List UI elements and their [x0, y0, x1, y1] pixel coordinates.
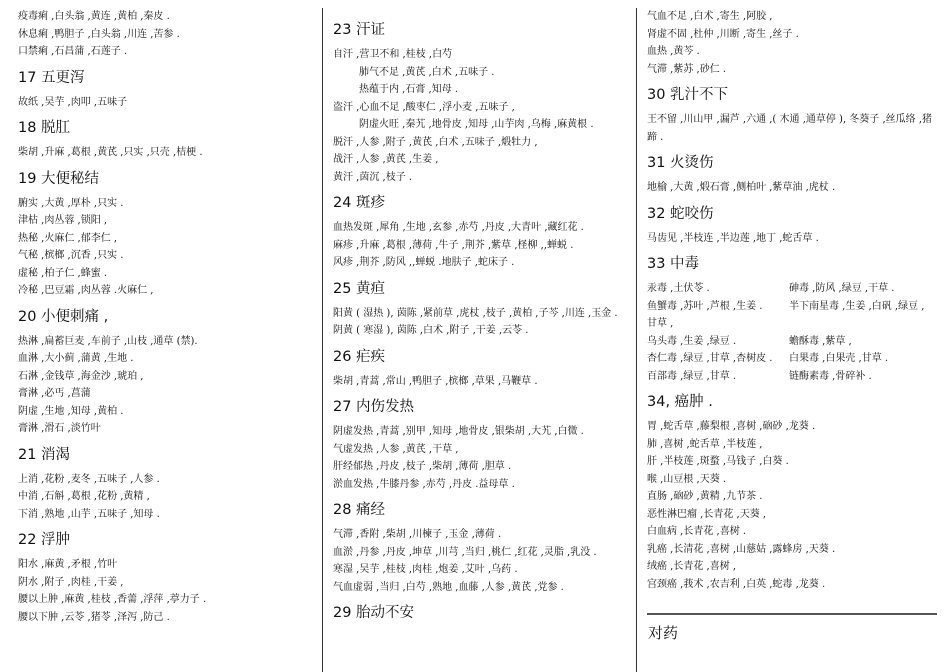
- section-heading: 29 胎动不安: [333, 605, 415, 621]
- text-line: 热淋 ,扁蓄巨麦 ,车前子 ,山枝 ,通草 (禁).: [18, 335, 198, 347]
- text-line: 虚秘 ,柏子仁 ,蜂蜜 .: [18, 267, 108, 279]
- text-line: 白血病 ,长青花 ,喜树 .: [647, 526, 747, 537]
- section-heading: 28 痛经: [333, 502, 386, 518]
- text-cell: 鱼蟹毒 ,苏叶 ,芦根 ,生姜 .: [647, 300, 763, 312]
- text-line: 马齿见 ,半枝连 ,半边莲 ,地丁 ,蛇舌草 .: [647, 232, 819, 244]
- text-line: 淤血发热 ,牛膝丹参 ,赤芍 ,丹皮 .益母草 .: [333, 478, 515, 490]
- section-heading: 23 汗证: [333, 22, 386, 38]
- text-line: 阴虚火旺 ,秦艽 ,地骨皮 ,知母 ,山芋肉 ,乌梅 ,麻黄根 .: [359, 119, 594, 130]
- text-line: [647, 298, 941, 316]
- section-heading: 18 脱肛: [18, 120, 71, 136]
- text-line: 肺 ,喜树 ,蛇舌草 ,半枝莲 ,: [647, 438, 763, 450]
- text-line: 乳癌 ,长清花 ,喜树 ,山慈姑 ,露蜂房 ,天葵 .: [647, 543, 836, 555]
- text-line: 气秘 ,槟榔 ,沉香 ,只实 .: [18, 250, 124, 261]
- text-line: 阴黄 ( 寒湿 ), 茵陈 ,白术 ,附子 ,干姜 ,云苓 .: [333, 325, 529, 336]
- text-line: 阴虚发热 ,青蒿 ,别甲 ,知母 ,地骨皮 ,银柴胡 ,大艽 ,白微 .: [333, 426, 584, 437]
- text-line: 上消 ,花粉 ,麦冬 ,五味子 ,人参 .: [18, 473, 160, 485]
- text-cell: 链酶素毒 ,骨碎补 .: [789, 370, 872, 382]
- text-line: 冷秘 ,巴豆霜 ,肉丛蓉 .火麻仁 ,: [18, 285, 154, 296]
- text-line: 甘草 ,: [647, 318, 674, 329]
- text-line: [647, 350, 941, 368]
- text-line: 肾虚不固 ,杜仲 ,川断 ,寄生 ,丝子 .: [647, 28, 799, 40]
- section-heading: 19 大便秘结: [18, 170, 100, 187]
- text-cell: 半下南星毒 ,生姜 ,白矾 ,绿豆 ,: [789, 300, 925, 312]
- column-2: [333, 0, 629, 672]
- section-heading: 17 五更泻: [18, 69, 85, 86]
- text-line: 膏淋 ,滑石 ,淡竹叶: [18, 423, 101, 434]
- section-heading: 22 浮肿: [18, 532, 71, 548]
- text-line: 口禁痢 ,石昌蒲 ,石莲子 .: [18, 46, 128, 57]
- text-line: [647, 368, 941, 386]
- section-rule: [647, 613, 937, 615]
- text-cell: 乌头毒 ,生姜 ,绿豆 .: [647, 335, 737, 347]
- text-line: 盗汗 ,心血不足 ,酸枣仁 ,浮小麦 ,五味子 ,: [333, 101, 515, 113]
- text-line: 阴水 ,附子 ,肉桂 ,干姜 ,: [18, 576, 124, 588]
- text-line: 膏淋 ,必丐 ,菖蒲: [18, 388, 91, 399]
- section-heading: 30 乳汁不下: [647, 87, 729, 103]
- section-heading: 32 蛇咬伤: [647, 205, 714, 222]
- column-divider: [322, 8, 323, 672]
- text-cell: 蟾酥毒 ,紫草 ,: [789, 335, 852, 347]
- text-line: 胃 ,蛇舌草 ,藤梨根 ,喜树 ,硇砂 ,龙葵 .: [647, 421, 816, 432]
- text-line: 柴胡 ,升麻 ,葛根 ,黄芪 ,只实 ,只壳 ,桔梗 .: [18, 147, 203, 158]
- section-heading: 26 疟疾: [333, 348, 386, 365]
- text-line: 脱汗 ,人参 ,附子 ,黄芪 ,白术 ,五味子 ,煅牡力 ,: [333, 136, 538, 148]
- text-line: 气血虚弱 ,当归 ,白芍 ,熟地 ,血藤 ,人参 ,黄芪 ,党参 .: [333, 581, 564, 593]
- text-line: 中消 ,石斛 ,葛根 ,花粉 ,黄精 ,: [18, 491, 150, 502]
- section-heading: 21 消渴: [18, 446, 71, 463]
- text-cell: 杏仁毒 ,绿豆 ,甘草 ,杏树皮 .: [647, 353, 773, 364]
- text-cell: 砷毒 ,防风 ,绿豆 ,干草 .: [789, 283, 895, 294]
- section-heading: 34, 癌肿 .: [647, 394, 713, 410]
- text-line: 宫颈癌 ,莪术 ,农吉利 ,白英 ,蛇毒 ,龙葵 .: [647, 578, 826, 590]
- text-line: 黄汗 ,茵沉 ,枝子 .: [333, 171, 413, 183]
- section-heading: 对药: [648, 624, 679, 642]
- text-cell: 白果毒 ,白果壳 ,甘草 .: [789, 353, 889, 364]
- text-line: 肝经郁热 ,丹皮 ,枝子 ,柴胡 ,薄荷 ,胆草 .: [333, 461, 512, 472]
- text-line: 肝 ,半枝莲 ,斑蝥 ,马钱子 ,白葵 .: [647, 456, 789, 467]
- column-3: [647, 0, 941, 672]
- text-line: 气滞 ,香附 ,柴胡 ,川楝子 ,玉金 ,薄荷 .: [333, 529, 502, 540]
- text-line: 绒癌 ,长青花 ,喜树 ,: [647, 561, 737, 572]
- text-line: 腑实 ,大黄 ,厚朴 ,只实 .: [18, 197, 124, 209]
- text-line: 疫毒痢 ,白头翁 ,黄连 ,黄柏 ,秦皮 .: [18, 11, 170, 22]
- text-line: [647, 333, 941, 351]
- text-line: 阳水 ,麻黄 ,矛根 ,竹叶: [18, 559, 118, 570]
- text-line: 风疹 ,荆芥 ,防风 ,,蝉蜕 .地肤子 ,蛇床子 .: [333, 257, 515, 268]
- text-line: 王不留 ,川山甲 ,漏芦 ,六通 ,( 木通 ,通草停 ), 冬葵子 ,丝瓜络 ,猪蹄 .: [647, 114, 933, 143]
- text-line: 肺气不足 ,黄芪 ,白术 ,五味子 .: [359, 66, 495, 78]
- text-line: 麻疹 ,升麻 ,葛根 ,薄荷 ,牛子 ,荆芥 ,紫草 ,柽柳 ,,蝉蜕 .: [333, 239, 574, 251]
- text-line: 恶性淋巴瘤 ,长青花 ,天葵 ,: [647, 508, 767, 520]
- text-line: 腰以上肿 ,麻黄 ,桂枝 ,香薷 ,浮萍 ,葶力子 .: [18, 594, 207, 605]
- section-heading: 25 黄疸: [333, 280, 386, 297]
- column-divider: [636, 8, 637, 672]
- section-heading: 24 斑疹: [333, 195, 386, 211]
- text-line: 战汗 ,人参 ,黄芪 ,生姜 ,: [333, 154, 439, 165]
- section-heading: 33 中毒: [647, 256, 700, 272]
- text-line: 热蕴于内 ,石膏 ,知母 .: [359, 84, 459, 95]
- text-line: 喉 ,山豆根 ,天葵 .: [647, 473, 727, 485]
- text-line: 休息痢 ,鸭胆子 ,白头翁 ,川连 ,苦参 .: [18, 28, 180, 40]
- text-line: 自汗 ,营卫不和 ,桂枝 ,白芍: [333, 49, 453, 60]
- text-line: 气虚发热 ,人参 ,黄芪 ,干草 ,: [333, 443, 459, 455]
- section-heading: 31 火烫伤: [647, 155, 714, 171]
- text-line: 故纸 ,吴芋 ,肉叩 ,五味子: [18, 96, 128, 108]
- section-heading: 27 内伤发热: [333, 399, 415, 415]
- text-line: 直肠 ,硇砂 ,黄精 ,九节茶 .: [647, 491, 763, 502]
- text-line: 血淋 ,大小蓟 ,蒲黄 ,生地 .: [18, 353, 134, 364]
- text-line: 热秘 ,火麻仁 ,郁李仁 ,: [18, 232, 118, 244]
- text-line: 气滞 ,紫苏 ,砂仁 .: [647, 63, 727, 75]
- section-heading: 20 小便刺痛 ,: [18, 308, 109, 325]
- text-line: 津枯 ,肉丛蓉 ,锁阳 ,: [18, 215, 108, 226]
- text-cell: 汞毒 ,土伏苓 .: [647, 283, 710, 294]
- text-line: 地榆 ,大黄 ,煅石膏 ,侧柏叶 ,紫草油 ,虎杖 .: [647, 182, 836, 193]
- text-line: 寒湿 ,吴芋 ,桂枝 ,肉桂 ,炮姜 ,艾叶 ,乌药 .: [333, 564, 518, 575]
- text-line: 血淤 ,丹参 ,丹皮 ,坤草 ,川芎 ,当归 ,桃仁 ,红花 ,灵脂 ,乳没 .: [333, 546, 597, 558]
- text-line: 血热发斑 ,犀角 ,生地 ,玄参 ,赤芍 ,丹皮 ,大青叶 ,藏红花 .: [333, 222, 584, 233]
- text-line: 柴胡 ,青蒿 ,常山 ,鸭胆子 ,槟榔 ,草果 ,马鞭草 .: [333, 375, 538, 387]
- text-line: 气血不足 ,白术 ,寄生 ,阿胶 ,: [647, 11, 773, 22]
- text-line: 下消 ,熟地 ,山芋 ,五味子 ,知母 .: [18, 508, 160, 520]
- column-1: [18, 0, 310, 672]
- text-line: 阳黄 ( 湿热 ), 茵陈 ,紧前草 ,虎杖 ,枝子 ,黄柏 ,子芩 ,川连 ,玉金 .: [333, 307, 618, 319]
- text-line: 石淋 ,金钱草 ,海金沙 ,琥珀 ,: [18, 370, 144, 382]
- text-line: 血热 ,黄芩 .: [647, 46, 700, 57]
- text-line: 腰以下肿 ,云苓 ,猪苓 ,泽泻 ,防己 .: [18, 611, 170, 623]
- text-line: 阴虚 ,生地 ,知母 ,黄柏 .: [18, 405, 124, 417]
- text-cell: 百部毒 ,绿豆 ,甘草 .: [647, 370, 737, 382]
- text-line: [647, 280, 941, 298]
